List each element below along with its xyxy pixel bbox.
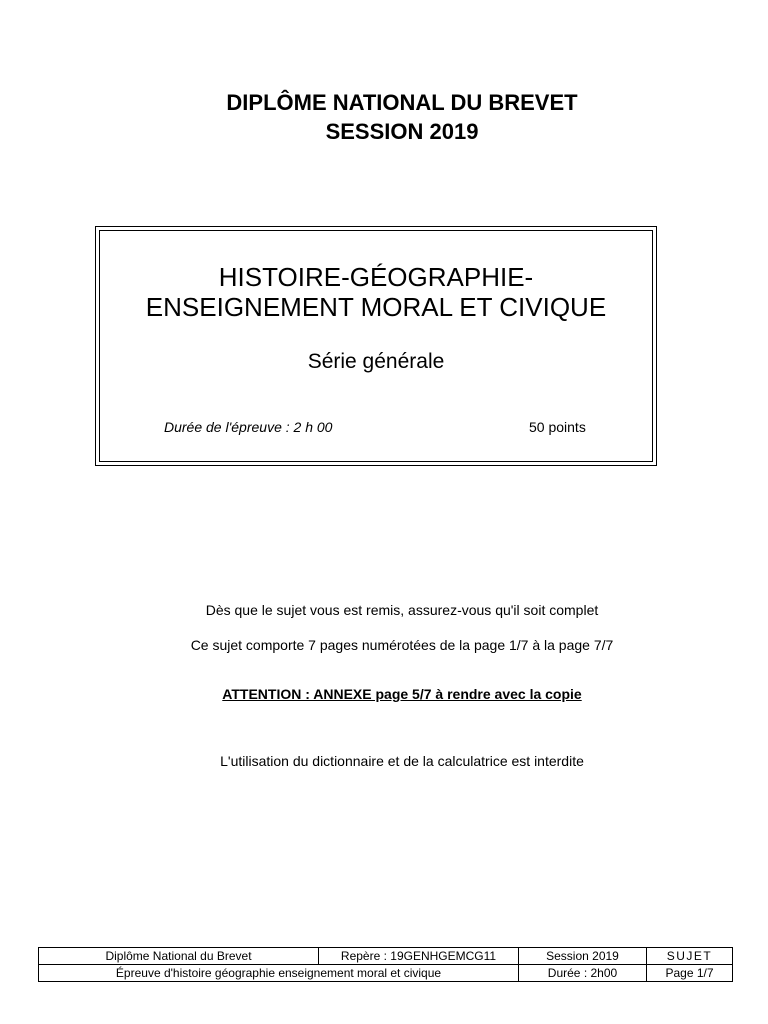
footer-page-number: Page 1/7 [647, 965, 733, 982]
series-label: Série générale [307, 350, 445, 373]
exam-session-title: SESSION 2019 [325, 119, 479, 144]
instruction-pages: Ce sujet comporte 7 pages numérotées de la page 1/7 à la page 7/7 [190, 637, 614, 653]
exam-duration: Durée de l'épreuve : 2 h 00 [164, 419, 333, 435]
footer-diploma: Diplôme National du Brevet [39, 948, 319, 965]
instruction-complete: Dès que le sujet vous est remis, assurez-vous qu'il soit complet [205, 602, 599, 618]
footer-reference: Repère : 19GENHGEMCG11 [319, 948, 519, 965]
subject-title-line2: ENSEIGNEMENT MORAL ET CIVIQUE [145, 292, 607, 322]
footer-session: Session 2019 [519, 948, 647, 965]
subject-box-inner-border [99, 230, 653, 462]
subject-box [95, 226, 657, 466]
exam-points: 50 points [529, 419, 586, 435]
footer-exam-name: Épreuve d'histoire géographie enseignement moral et civique [39, 965, 519, 982]
instruction-dictionary: L'utilisation du dictionnaire et de la calculatrice est interdite [220, 753, 584, 769]
footer-row [39, 948, 733, 965]
footer-table [38, 947, 733, 982]
exam-title: DIPLÔME NATIONAL DU BREVET [226, 90, 578, 115]
instruction-attention: ATTENTION : ANNEXE page 5/7 à rendre avec la copie [222, 686, 582, 702]
subject-title-line1: HISTOIRE-GÉOGRAPHIE- [218, 262, 534, 292]
footer-duration: Durée : 2h00 [519, 965, 647, 982]
footer-row [39, 965, 733, 982]
footer-sujet: SUJET [647, 948, 733, 965]
